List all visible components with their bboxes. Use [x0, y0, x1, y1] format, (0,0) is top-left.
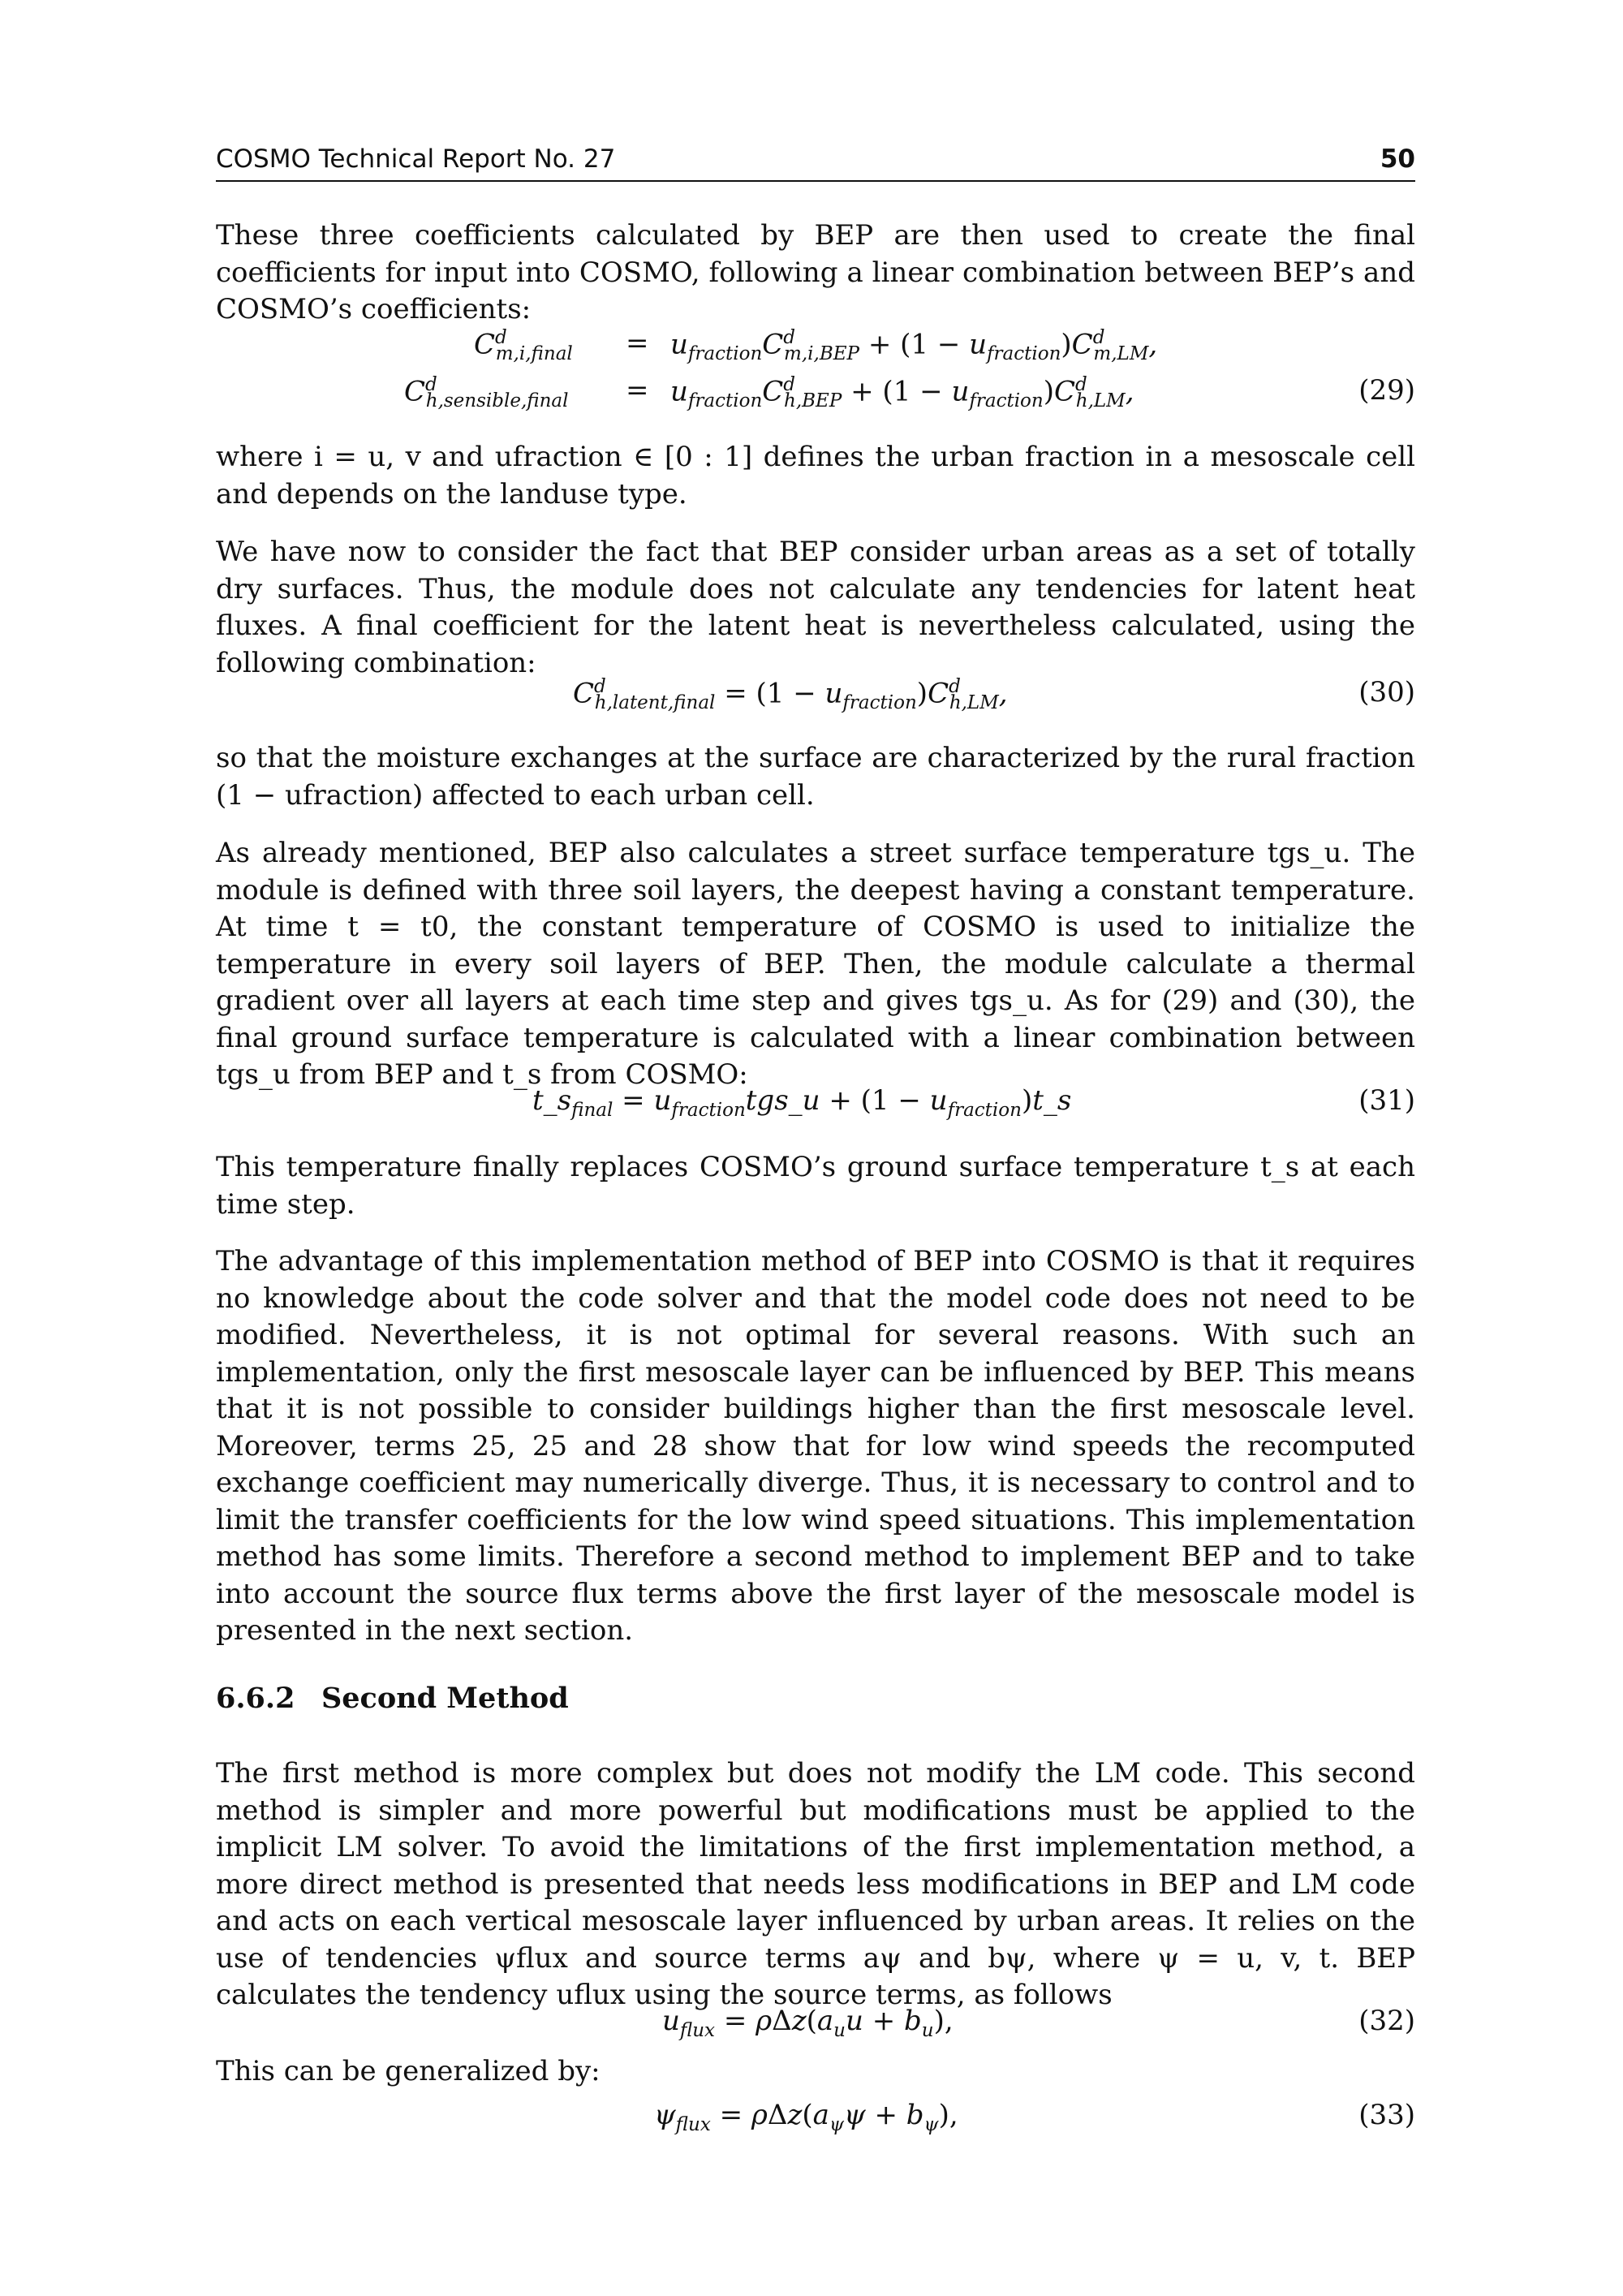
paragraph-8: The first method is more complex but does not modify the LM code. This second method is simpler and more powerful but modifications must be applied to the implicit LM solver. To avoid the limitations of the first implementation method, a more direct method is presented that needs less modifications in BEP and LM code and acts on each vertical mesoscale layer influenced by urban areas. It relies on the use of tendencies ψflux and source terms aψ and bψ, where ψ = u, v, t. BEP calculates the tendency uflux using the source terms, as follows — [216, 1757, 1415, 2011]
equation-number-33: (33) — [1358, 2099, 1415, 2131]
running-header — [216, 144, 1415, 182]
equation-33: $\psi_{flux} = \rho\Delta z(a_\psi\psi + b_\psi)$, (33) — [654, 2099, 1415, 2135]
paragraph-4: so that the moisture exchanges at the surface are characterized by the rural fraction (1 − ufraction) affected to each urban cell. — [216, 742, 1415, 812]
paragraph-2: where i = u, v and ufraction ∈ [0 : 1] defines the urban fraction in a mesoscale cell and depends on the landuse type. — [216, 441, 1415, 510]
paragraph-5: As already mentioned, BEP also calculates a street surface temperature tgs_u. The module is defined with three soil layers, the deepest having a constant temperature. At time t = t0, the constant temperature of COSMO is used to initialize the temperature in every soil layers of BEP. Then, the module calculate a thermal gradient over all layers at each time step and gives tgs_u. As for (29) and (30), the final ground surface temperature is calculated with a linear combination between tgs_u from BEP and t_s from COSMO: — [216, 837, 1415, 1091]
equation-29-line-1: $C^d_{m,i,final}$ = $u_{fraction}C^d_{m,i,BEP} + (1 - u_{fraction})C^d_{m,LM}$, — [474, 327, 1158, 365]
paragraph-9: This can be generalized by: — [216, 2055, 601, 2087]
paragraph-7: The advantage of this implementation method of BEP into COSMO is that it requires no knowledge about the code solver and that the model code does not need to be modified. Nevertheless, it is not optimal for several reasons. With such an implementation, only the first mesoscale layer can be influenced by BEP. This means that it is not possible to consider buildings higher than the first mesoscale level. Moreover, terms 25, 25 and 28 show that for low wind speeds the recomputed exchange coefficient may numerically diverge. Thus, it is necessary to control and to limit the transfer coefficients for the low wind speed situations. This implementation method has some limits. Therefore a second method to implement BEP and to take into account the source flux terms above the first layer of the mesoscale model is presented in the next section. — [216, 1245, 1415, 1647]
paragraph-1: These three coefficients calculated by BEP are then used to create the final coefficients for input into COSMO, following a linear combination between BEP’s and COSMO’s coefficients: — [216, 219, 1415, 325]
equation-31: $t\_s_{final}$ = $u_{fraction}tgs\_u + (1$ − $u_{fraction})t\_s$ (31) — [532, 1084, 1415, 1121]
report-title: COSMO Technical Report No. 27 — [216, 144, 616, 174]
equation-number-31: (31) — [1358, 1084, 1415, 1117]
paragraph-3: We have now to consider the fact that BEP consider urban areas as a set of totally dry surfaces. Thus, the module does not calculate any tendencies for latent heat fluxes. A final coefficient for the latent heat is nevertheless calculated, using the following combination: — [216, 536, 1415, 679]
section-title: Second Method — [321, 1682, 569, 1715]
page-number: 50 — [1380, 144, 1415, 174]
section-number: 6.6.2 — [216, 1682, 295, 1715]
paragraph-6: This temperature finally replaces COSMO’s ground surface temperature t_s at each time step. — [216, 1151, 1415, 1221]
equation-number-32: (32) — [1358, 2005, 1415, 2037]
equation-29-line-2: $C^d_{h,sensible,final}$ = $u_{fraction}C^d_{h,BEP} + (1 - u_{fraction})C^d_{h,LM}$, (29) — [404, 374, 1415, 412]
equation-32: $u_{flux} = \rho\Delta z(a_uu + b_u)$, (32) — [662, 2005, 1415, 2041]
equation-30: $C^d_{h,latent,final} = (1 - u_{fraction})C^d_{h,LM}$, (30) — [573, 676, 1415, 714]
equation-number-30: (30) — [1358, 676, 1415, 709]
equation-number-29: (29) — [1358, 374, 1415, 407]
section-heading — [216, 1682, 569, 1715]
